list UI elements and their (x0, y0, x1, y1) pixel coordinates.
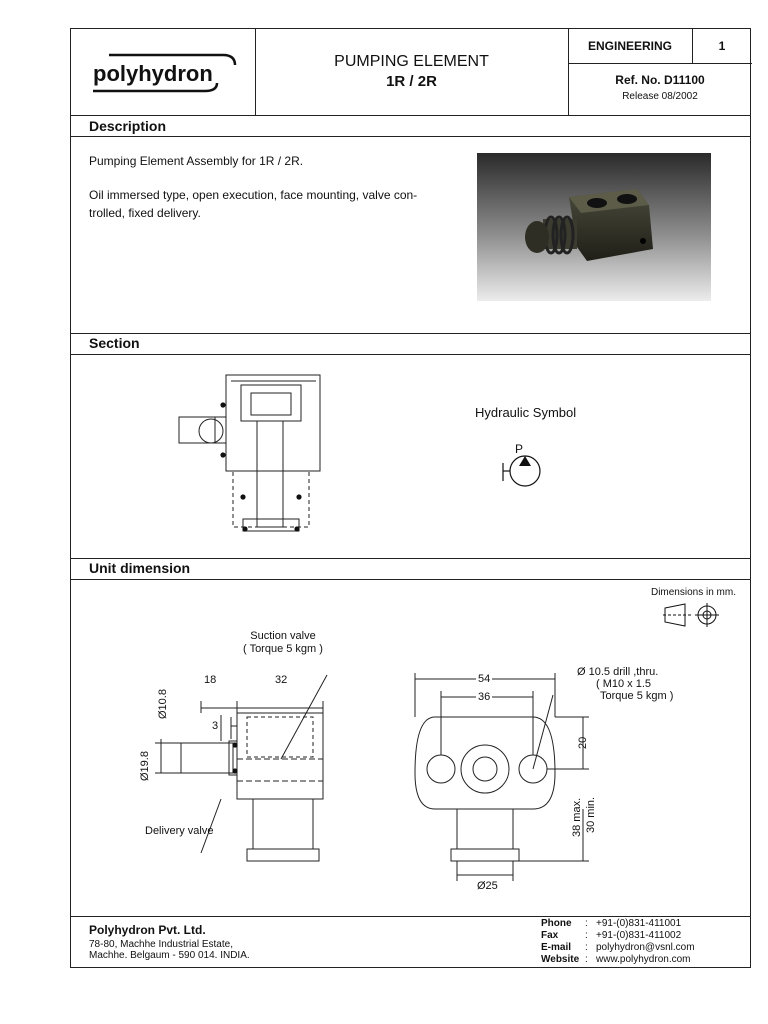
company-logo (85, 43, 245, 101)
dim-25: Ø25 (477, 880, 498, 892)
dim-36: 36 (478, 691, 491, 703)
delivery-valve-label: Delivery valve (145, 825, 214, 837)
hydraulic-symbol-label: Hydraulic Symbol (475, 405, 577, 420)
colon: : (585, 918, 588, 929)
doc-subtitle: 1R / 2R (386, 73, 437, 90)
rule (71, 916, 750, 917)
footer-address-2: Machhe. Belgaum - 590 014. INDIA. (89, 950, 250, 961)
ref-number: Ref. No. D11100 (615, 73, 705, 87)
datasheet (70, 28, 751, 968)
dim-32: 32 (275, 674, 288, 686)
rule (71, 136, 750, 137)
dim-30-min: 30 min. (585, 796, 597, 833)
footer-company: Polyhydron Pvt. Ltd. (89, 923, 206, 937)
rule (71, 558, 750, 559)
dim-19-8: Ø19.8 (139, 751, 151, 781)
drill-label-1: Ø 10.5 drill ,thru. (577, 666, 659, 678)
website-label: Website (541, 954, 580, 965)
section-drawing (171, 369, 331, 539)
footer-contact-colons (585, 918, 588, 966)
department-label: ENGINEERING (587, 39, 672, 53)
suction-valve-label: Suction valve (250, 630, 316, 642)
logo-text: polyhydron (93, 61, 213, 86)
description-heading: Description (89, 118, 167, 134)
phone-label: Phone (541, 918, 572, 929)
footer-address-1: 78-80, Machhe Industrial Estate, (89, 939, 233, 950)
rule (71, 354, 750, 355)
drill-label-3: Torque 5 kgm ) (600, 690, 674, 702)
units-note: Dimensions in mm. (650, 587, 736, 598)
dim-18: 18 (204, 674, 217, 686)
release-date: Release 08/2002 (622, 91, 698, 102)
email-value[interactable]: polyhydron@vsnl.com (596, 942, 695, 953)
footer-contact-values (596, 918, 695, 966)
rule (71, 115, 750, 116)
colon: : (585, 954, 588, 965)
drill-label-2: ( M10 x 1.5 (596, 678, 652, 690)
front-view-drawing (401, 669, 601, 909)
colon: : (585, 930, 588, 941)
dim-38-max: 38 max. (571, 797, 583, 837)
port-p-label: P (515, 442, 524, 456)
side-view-drawing (71, 609, 401, 919)
rule (71, 579, 750, 580)
fax-label: Fax (541, 930, 559, 941)
section-heading: Section (89, 335, 140, 351)
page-number: 1 (718, 39, 726, 53)
suction-valve-torque: ( Torque 5 kgm ) (243, 643, 323, 655)
description-para-2a: Oil immersed type, open execution, face mounting, valve con- (89, 188, 418, 202)
product-photo (477, 153, 711, 301)
hydraulic-pump-symbol (495, 439, 555, 495)
projection-symbol (663, 601, 725, 631)
description-para-1: Pumping Element Assembly for 1R / 2R. (89, 154, 304, 168)
footer-contact-labels (541, 918, 579, 966)
header-divider-4 (568, 63, 752, 64)
fax-value: +91-(0)831-411002 (596, 930, 682, 941)
header-divider-1 (255, 29, 256, 115)
unit-dimension-heading: Unit dimension (89, 560, 191, 576)
description-para-2b: trolled, fixed delivery. (89, 206, 201, 220)
email-label: E-mail (541, 942, 572, 953)
dim-20: 20 (577, 736, 589, 749)
doc-title: PUMPING ELEMENT (334, 53, 489, 70)
colon: : (585, 942, 588, 953)
dim-10-8: Ø10.8 (157, 689, 169, 719)
dim-54: 54 (478, 673, 491, 685)
rule (71, 333, 750, 334)
dim-3: 3 (211, 720, 219, 732)
phone-value: +91-(0)831-411001 (596, 918, 682, 929)
website-value[interactable]: www.polyhydron.com (596, 954, 691, 965)
